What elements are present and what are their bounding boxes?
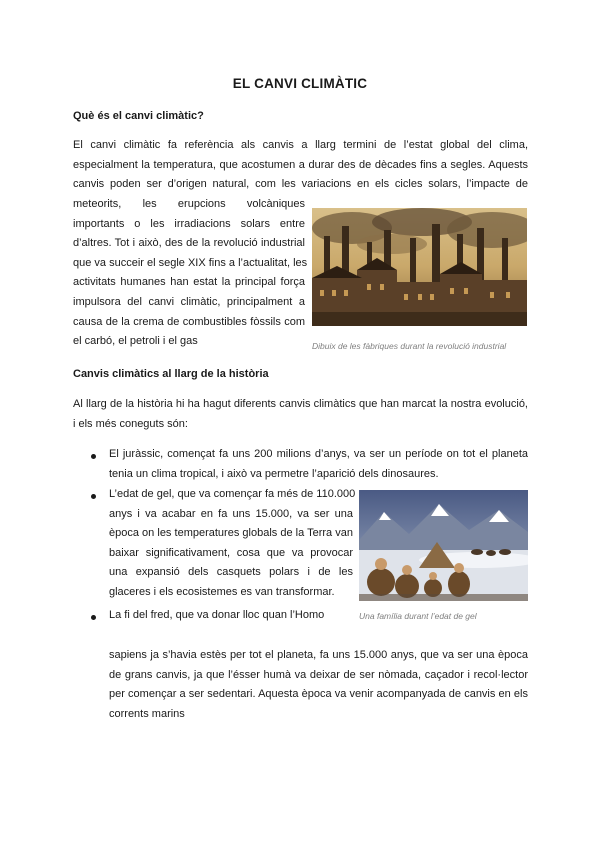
- bullet-end-of-cold-rest: [109, 646, 528, 724]
- text-line: impulsora del canvi climàtic, principalment a: [73, 295, 305, 308]
- text-line: per començar a ser sedentari. Aquesta època va venir acompanyada de canvis en els: [109, 688, 528, 701]
- text-line: La fi del fred, que va donar lloc quan l’Homo: [109, 609, 325, 621]
- text-line: d’altres. Tot i això, des de la revolució industrial: [73, 237, 305, 250]
- text-line: importants o les irradiacions solars entre: [73, 217, 305, 230]
- text-line: Al llarg de la història hi ha hagut diferents canvis climàtics que han marcat la nostra evolució,: [73, 398, 528, 410]
- text-line: sapiens ja s’havia estès per tot el planeta, fa uns 15.000 anys, que va ser una època: [109, 649, 528, 661]
- text-line: causa de la crema de combustibles fòssils com: [73, 315, 305, 328]
- text-line: meteorits, les erupcions volcàniques: [73, 198, 305, 210]
- text-line: i els més coneguts són:: [73, 417, 188, 430]
- ice-age-image-caption: Una família durant l’edat de gel: [359, 611, 477, 621]
- page-title: EL CANVI CLIMÀTIC: [232, 76, 368, 91]
- text-line: activitats humanes han estat la principal força: [73, 276, 305, 289]
- bullet-marker: [91, 615, 96, 620]
- text-line: glaceres i els ecosistemes es van transformar.: [109, 585, 335, 598]
- ice-age-family-illustration: [359, 490, 528, 601]
- text-line: especialment la temperatura, que acostumen a durar des de dècades fins a segles. Aquests: [73, 158, 528, 171]
- text-line: època on les temperatures globals de la Terra van: [109, 527, 353, 540]
- bullet-end-of-cold-first: [109, 606, 353, 626]
- text-line: canvis poden ser d’origen natural, com les variacions en els cicles solars, l’impacte de: [73, 178, 528, 191]
- industrial-revolution-illustration: [312, 208, 527, 326]
- bullet-marker: [91, 494, 96, 499]
- section1-paragraph-wrapped: [73, 195, 308, 352]
- text-line: de grans canvis, ja que l’ésser humà va deixar de ser nòmada, caçador i recol·lector: [109, 668, 528, 681]
- text-line: baixar significativament, cosa que va provocar: [109, 546, 353, 559]
- bullet-ice-age: [109, 485, 356, 603]
- text-line: L’edat de gel, que va començar fa més de 110.000: [109, 488, 356, 500]
- text-line: corrents marins: [109, 707, 185, 720]
- industrial-image-caption: Dibuix de les fàbriques durant la revolució industrial: [312, 341, 507, 351]
- text-line: anys i va acabar en fa uns 15.000, va ser una: [109, 507, 353, 520]
- bullet-jurassic: [109, 445, 528, 484]
- text-line: una expansió dels casquets polars i de les: [109, 566, 353, 579]
- section2-intro: [73, 395, 528, 434]
- bullet-marker: [91, 454, 96, 459]
- text-line: El canvi climàtic fa referència als canvis a llarg termini de l’estat global del clima,: [73, 139, 528, 151]
- text-line: el carbó, el petroli i el gas: [73, 335, 198, 348]
- section-heading-history: Canvis climàtics al llarg de la història: [73, 368, 269, 380]
- text-line: tenia un clima tropical, i això va permetre l’aparició dels dinosaures.: [109, 467, 439, 480]
- text-line: El juràssic, començat fa uns 200 milions d’anys, va ser un període on tot el planeta: [109, 448, 528, 460]
- text-line: que va succeir el segle XIX fins a l’actualitat, les: [73, 256, 308, 269]
- section-heading-what-is: Què és el canvi climàtic?: [73, 110, 204, 122]
- section1-paragraph-full: [73, 136, 528, 195]
